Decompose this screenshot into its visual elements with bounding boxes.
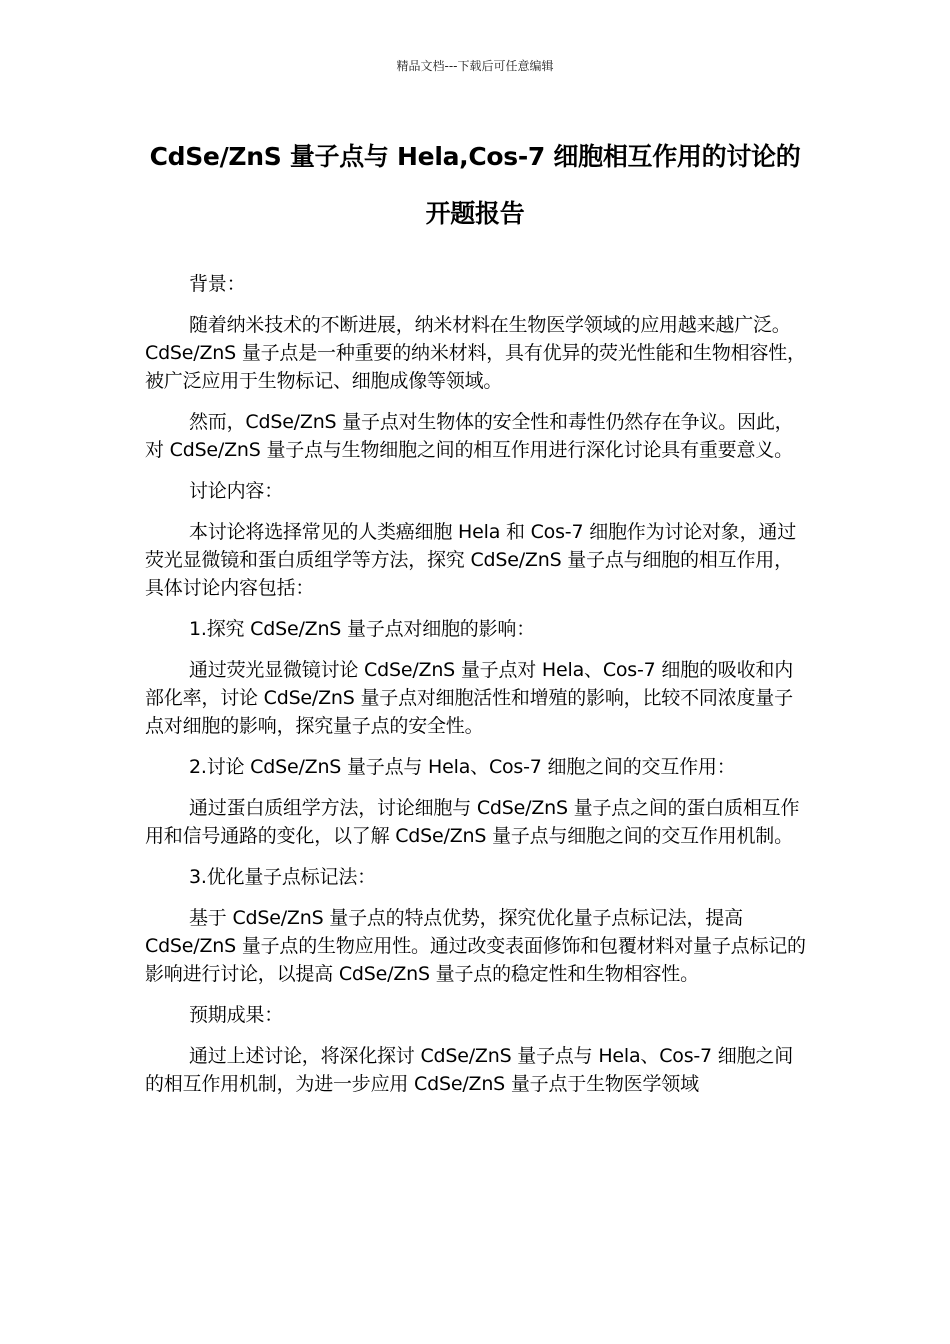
paragraph: 随着纳米技术的不断进展，纳米材料在生物医学领域的应用越来越广泛。CdSe/ZnS 量子点是一种重要的纳米材料，具有优异的荧光性能和生物相容性，被广泛应用于生物标记、细胞成像等领域。 <box>145 314 806 392</box>
paragraph: 基于 CdSe/ZnS 量子点的特点优势，探究优化量子点标记法，提高 CdSe/ZnS 量子点的生物应用性。通过改变表面修饰和包覆材料对量子点标记的影响进行讨论，以提高 CdSe/ZnS 量子点的稳定性和生物相容性。 <box>145 907 806 985</box>
document-title: CdSe/ZnS 量子点与 Hela,Cos-7 细胞相互作用的讨论的开题报告 <box>149 142 801 228</box>
paragraph: 通过上述讨论，将深化探讨 CdSe/ZnS 量子点与 Hela、Cos-7 细胞之间的相互作用机制，为进一步应用 CdSe/ZnS 量子点于生物医学领域 <box>145 1045 793 1095</box>
section-heading-research-content: 讨论内容： <box>189 480 284 502</box>
section-heading-background: 背景： <box>189 273 246 295</box>
paragraph: 本讨论将选择常见的人类癌细胞 Hela 和 Cos-7 细胞作为讨论对象，通过荧光显微镜和蛋白质组学等方法，探究 CdSe/ZnS 量子点与细胞的相互作用，具体讨论内容包括： <box>145 521 796 599</box>
paragraph: 通过蛋白质组学方法，讨论细胞与 CdSe/ZnS 量子点之间的蛋白质相互作用和信号通路的变化，以了解 CdSe/ZnS 量子点与细胞之间的交互作用机制。 <box>145 797 800 847</box>
header-note: 精品文档---下载后可任意编辑 <box>396 59 554 73</box>
section-heading-expected-results: 预期成果： <box>189 1004 284 1026</box>
subsection-heading-2: 2.讨论 CdSe/ZnS 量子点与 Hela、Cos-7 细胞之间的交互作用： <box>189 756 736 778</box>
document-body <box>145 270 807 1111</box>
subsection-heading-3: 3.优化量子点标记法： <box>189 866 376 888</box>
subsection-heading-1: 1.探究 CdSe/ZnS 量子点对细胞的影响： <box>189 618 536 640</box>
paragraph: 然而，CdSe/ZnS 量子点对生物体的安全性和毒性仍然存在争议。因此，对 CdSe/ZnS 量子点与生物细胞之间的相互作用进行深化讨论具有重要意义。 <box>145 411 794 461</box>
paragraph: 通过荧光显微镜讨论 CdSe/ZnS 量子点对 Hela、Cos-7 细胞的吸收和内部化率，讨论 CdSe/ZnS 量子点对细胞活性和增殖的影响，比较不同浓度量子点对细胞的影响，探究量子点的安全性。 <box>145 659 793 737</box>
